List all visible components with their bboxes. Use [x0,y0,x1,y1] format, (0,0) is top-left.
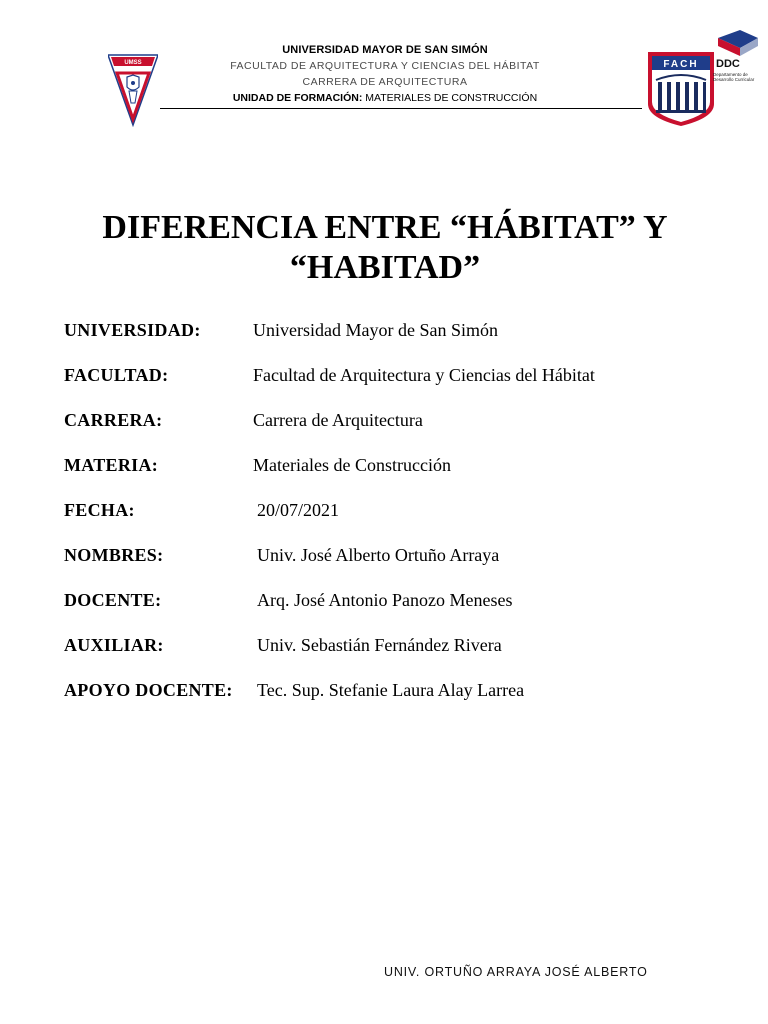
info-row-auxiliar [64,633,724,678]
info-row-docente [64,588,724,633]
title-line-1: DIFERENCIA ENTRE “HÁBITAT” Y [102,209,668,246]
info-label: MATERIA: [64,455,159,475]
info-label: FACULTAD: [64,365,169,385]
document-header [0,0,768,120]
header-unit-value: MATERIALES DE CONSTRUCCIÓN [365,92,538,104]
info-list [64,318,724,723]
info-label: NOMBRES: [64,545,164,565]
ddc-logo-text: DDC [716,58,740,70]
info-row-fecha [64,498,724,543]
info-row-nombres [64,543,724,588]
info-row-universidad [64,318,724,363]
info-value: Universidad Mayor de San Simón [253,320,498,340]
header-university: UNIVERSIDAD MAYOR DE SAN SIMÓN [282,44,488,56]
ddc-logo-subtitle: Departamento de Desarrollo Curricular [713,72,755,82]
info-label: DOCENTE: [64,590,162,610]
info-value: Univ. José Alberto Ortuño Arraya [257,545,500,565]
info-label: APOYO DOCENTE: [64,680,233,700]
info-value: Carrera de Arquitectura [253,410,423,430]
info-label: AUXILIAR: [64,635,164,655]
info-value: Arq. José Antonio Panozo Meneses [257,590,513,610]
info-label: FECHA: [64,500,135,520]
header-faculty: FACULTAD DE ARQUITECTURA Y CIENCIAS DEL HÁBITAT [230,60,540,72]
umss-logo-text: UMSS [124,60,142,66]
header-text-block [170,42,600,106]
info-value: Tec. Sup. Stefanie Laura Alay Larrea [257,680,525,700]
info-row-apoyo-docente [64,678,724,723]
info-value: 20/07/2021 [257,500,340,520]
info-row-materia [64,453,724,498]
info-row-carrera [64,408,724,453]
header-unit [170,90,600,106]
info-value: Materiales de Construcción [253,455,451,475]
info-value: Facultad de Arquitectura y Ciencias del Hábitat [253,365,595,385]
header-divider [160,108,642,109]
info-row-facultad [64,363,724,408]
document-footer-author: UNIV. ORTUÑO ARRAYA JOSÉ ALBERTO [384,965,648,979]
fach-logo-text: FACH [663,59,699,70]
title-line-2: “HABITAD” [289,249,481,286]
fach-logo [646,50,716,128]
info-label: CARRERA: [64,410,163,430]
header-career: CARRERA DE ARQUITECTURA [302,76,468,88]
info-value: Univ. Sebastián Fernández Rivera [257,635,502,655]
umss-logo [108,53,158,127]
header-unit-label: UNIDAD DE FORMACIÓN: [232,92,363,104]
document-title [60,208,710,288]
info-label: UNIVERSIDAD: [64,320,201,340]
